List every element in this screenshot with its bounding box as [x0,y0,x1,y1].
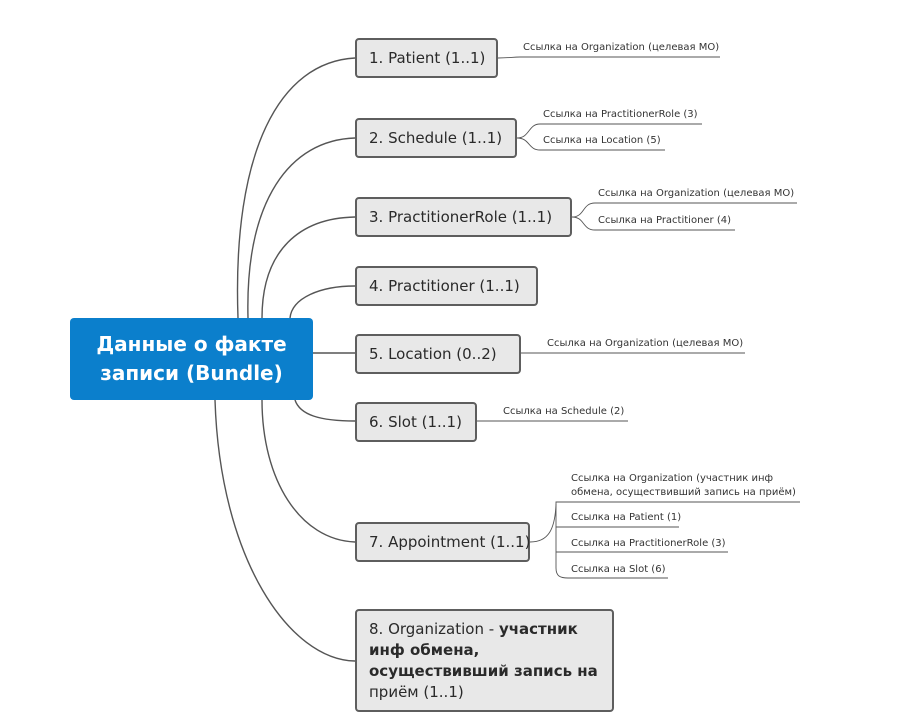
node-label: 7. Appointment (1..1) [369,533,531,551]
ref-label: Ссылка на Organization (целевая МО) [523,42,720,53]
node-practitioner-role[interactable] [355,197,572,237]
connector-node-8 [215,400,355,661]
connector-node-6 [295,400,355,421]
ref-label: Ссылка на Location (5) [543,135,661,146]
node-schedule[interactable] [355,118,517,158]
node-label: 3. PractitionerRole (1..1) [369,208,553,226]
node-label: 6. Slot (1..1) [369,413,462,431]
node-label: 2. Schedule (1..1) [369,129,503,147]
connector-node-4 [290,286,355,318]
node-organization[interactable] [355,609,614,712]
connector-node-3 [262,217,355,318]
ref-label: Ссылка на PractitionerRole (3) [543,109,698,120]
ref-label: Ссылка на Organization (целевая МО) [598,188,795,199]
node-slot[interactable] [355,402,477,442]
ref-label: Ссылка на Practitioner (4) [598,215,732,226]
node-location[interactable] [355,334,521,374]
node-label: 5. Location (0..2) [369,345,497,363]
node-practitioner[interactable] [355,266,538,306]
root-line-1: Данные о факте [96,332,287,356]
root-line-2: записи (Bundle) [100,361,283,385]
ref-label: Ссылка на Schedule (2) [503,406,625,417]
ref-label: Ссылка на Organization (целевая МО) [547,338,744,349]
node-label-plain: 8. Organization - [369,620,499,638]
node-label-bold: участник инф обмена, осуществивший запись на [369,620,598,680]
ref-label: Ссылка на PractitionerRole (3) [571,538,726,549]
ref-label: Ссылка на Organization (участник инф обмена, осуществивший запись на приём) [571,473,796,498]
node-label: 4. Practitioner (1..1) [369,277,520,295]
node-patient[interactable] [355,38,498,78]
root-node[interactable] [70,318,313,400]
node-label [369,619,600,703]
connector-node-1 [237,58,355,318]
node-appointment[interactable] [355,522,530,562]
node-label-tail: приём (1..1) [369,683,464,701]
ref-label: Ссылка на Slot (6) [571,564,666,575]
ref-label: Ссылка на Patient (1) [571,512,682,523]
ref-connector-1-1 [498,57,720,58]
node-label: 1. Patient (1..1) [369,49,486,67]
